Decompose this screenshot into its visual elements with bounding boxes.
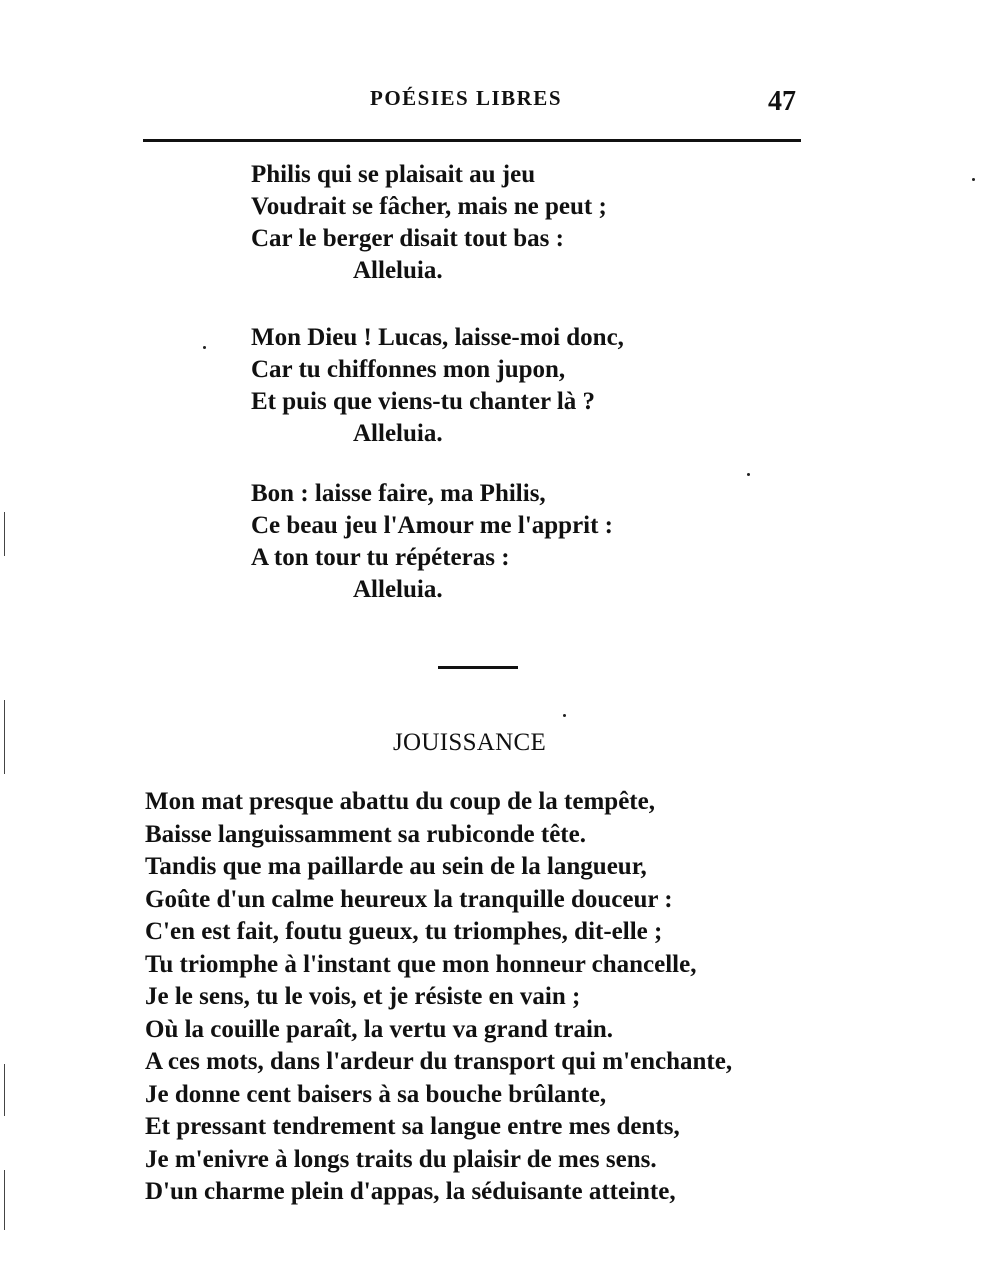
verse-line: Je m'enivre à longs traits du plaisir de mes sens. <box>145 1145 657 1173</box>
verse-line: D'un charme plein d'appas, la séduisante atteinte, <box>145 1178 676 1205</box>
scan-speck <box>972 178 975 181</box>
verse-line: Bon : laisse faire, ma Philis, <box>251 480 546 507</box>
verse-line: Tu triomphe à l'instant que mon honneur chancelle, <box>145 950 697 978</box>
running-head: POÉSIES LIBRES <box>370 86 562 110</box>
verse-line: Mon Dieu ! Lucas, laisse-moi donc, <box>251 324 624 351</box>
verse-line: Tandis que ma paillarde au sein de la langueur, <box>145 853 647 880</box>
verse-line: A ton tour tu répéteras : <box>251 544 510 571</box>
verse-line: Et puis que viens-tu chanter là ? <box>251 388 596 415</box>
verse-line: C'en est fait, foutu gueux, tu triomphes, dit-elle ; <box>145 918 663 945</box>
scan-speck <box>747 473 750 476</box>
verse-line: Où la couille paraît, la vertu va grand train. <box>145 1015 614 1043</box>
verse-line: Car tu chiffonnes mon jupon, <box>251 356 566 383</box>
page-number: 47 <box>768 86 796 117</box>
poem-jouissance <box>145 786 732 1209</box>
header-rule <box>143 139 801 142</box>
stanza-3 <box>251 478 613 606</box>
refrain-line: Alleluia. <box>353 576 443 603</box>
refrain-line: Alleluia. <box>353 420 443 447</box>
verse-line: Je donne cent baisers à sa bouche brûlante, <box>145 1080 607 1108</box>
stanza-2 <box>251 322 624 450</box>
verse-line: A ces mots, dans l'ardeur du transport qui m'enchante, <box>145 1048 733 1075</box>
scan-edge-mark <box>4 1170 5 1230</box>
verse-line: Mon mat presque abattu du coup de la tempête, <box>145 788 655 815</box>
verse-line: Je le sens, tu le vois, et je résiste en vain ; <box>145 983 581 1010</box>
scan-edge-mark <box>4 700 5 774</box>
verse-line: Voudrait se fâcher, mais ne peut ; <box>251 193 607 220</box>
scan-edge-mark <box>4 1064 5 1116</box>
verse-line: Baisse languissamment sa rubiconde tête. <box>145 820 586 848</box>
verse-line: Philis qui se plaisait au jeu <box>251 161 536 188</box>
scan-speck <box>563 714 566 717</box>
stanza-1 <box>251 159 607 287</box>
verse-line: Car le berger disait tout bas : <box>251 225 564 252</box>
scan-edge-mark <box>4 512 5 556</box>
verse-line: Goûte d'un calme heureux la tranquille douceur : <box>145 885 673 913</box>
section-separator-rule <box>438 666 518 669</box>
section-title: JOUISSANCE <box>393 729 547 756</box>
verse-line: Ce beau jeu l'Amour me l'apprit : <box>251 512 614 539</box>
verse-line: Et pressant tendrement sa langue entre mes dents, <box>145 1113 680 1140</box>
refrain-line: Alleluia. <box>353 257 443 284</box>
scan-speck <box>203 346 206 349</box>
